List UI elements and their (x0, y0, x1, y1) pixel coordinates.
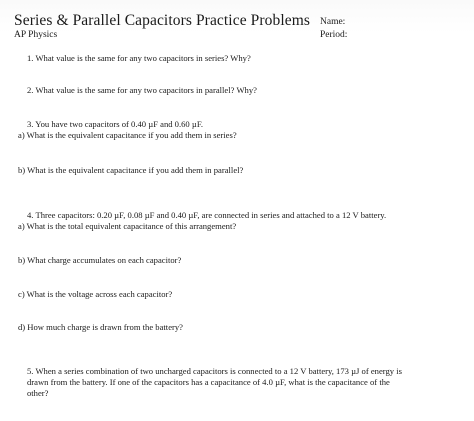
course-subtitle: AP Physics (14, 30, 58, 40)
question-5-line-3: other? (27, 388, 49, 398)
question-1: 1. What value is the same for any two capacitors in series? Why? (27, 53, 251, 63)
question-3a: a) What is the equivalent capacitance if you add them in series? (18, 130, 237, 140)
question-3-intro: 3. You have two capacitors of 0.40 µF and 0.60 µF. (27, 119, 204, 129)
question-4b: b) What charge accumulates on each capacitor? (18, 255, 182, 265)
period-label: Period: (320, 30, 348, 40)
question-4c: c) What is the voltage across each capacitor? (18, 289, 173, 299)
page-title: Series & Parallel Capacitors Practice Problems (14, 12, 311, 29)
question-4d: d) How much charge is drawn from the battery? (18, 322, 183, 332)
question-4-intro: 4. Three capacitors: 0.20 µF, 0.08 µF and 0.40 µF, are connected in series and attached to a 12 V battery. (27, 210, 387, 220)
question-3b: b) What is the equivalent capacitance if you add them in parallel? (18, 165, 244, 175)
question-4a: a) What is the total equivalent capacitance of this arrangement? (18, 221, 237, 231)
question-5-line-2: drawn from the battery. If one of the capacitors has a capacitance of 4.0 µF, what is the capacitance of the (27, 377, 390, 387)
question-2: 2. What value is the same for any two capacitors in parallel? Why? (27, 85, 257, 95)
name-label: Name: (320, 17, 346, 27)
question-5-line-1: 5. When a series combination of two uncharged capacitors is connected to a 12 V battery, 173 µJ of energy is (27, 366, 402, 376)
